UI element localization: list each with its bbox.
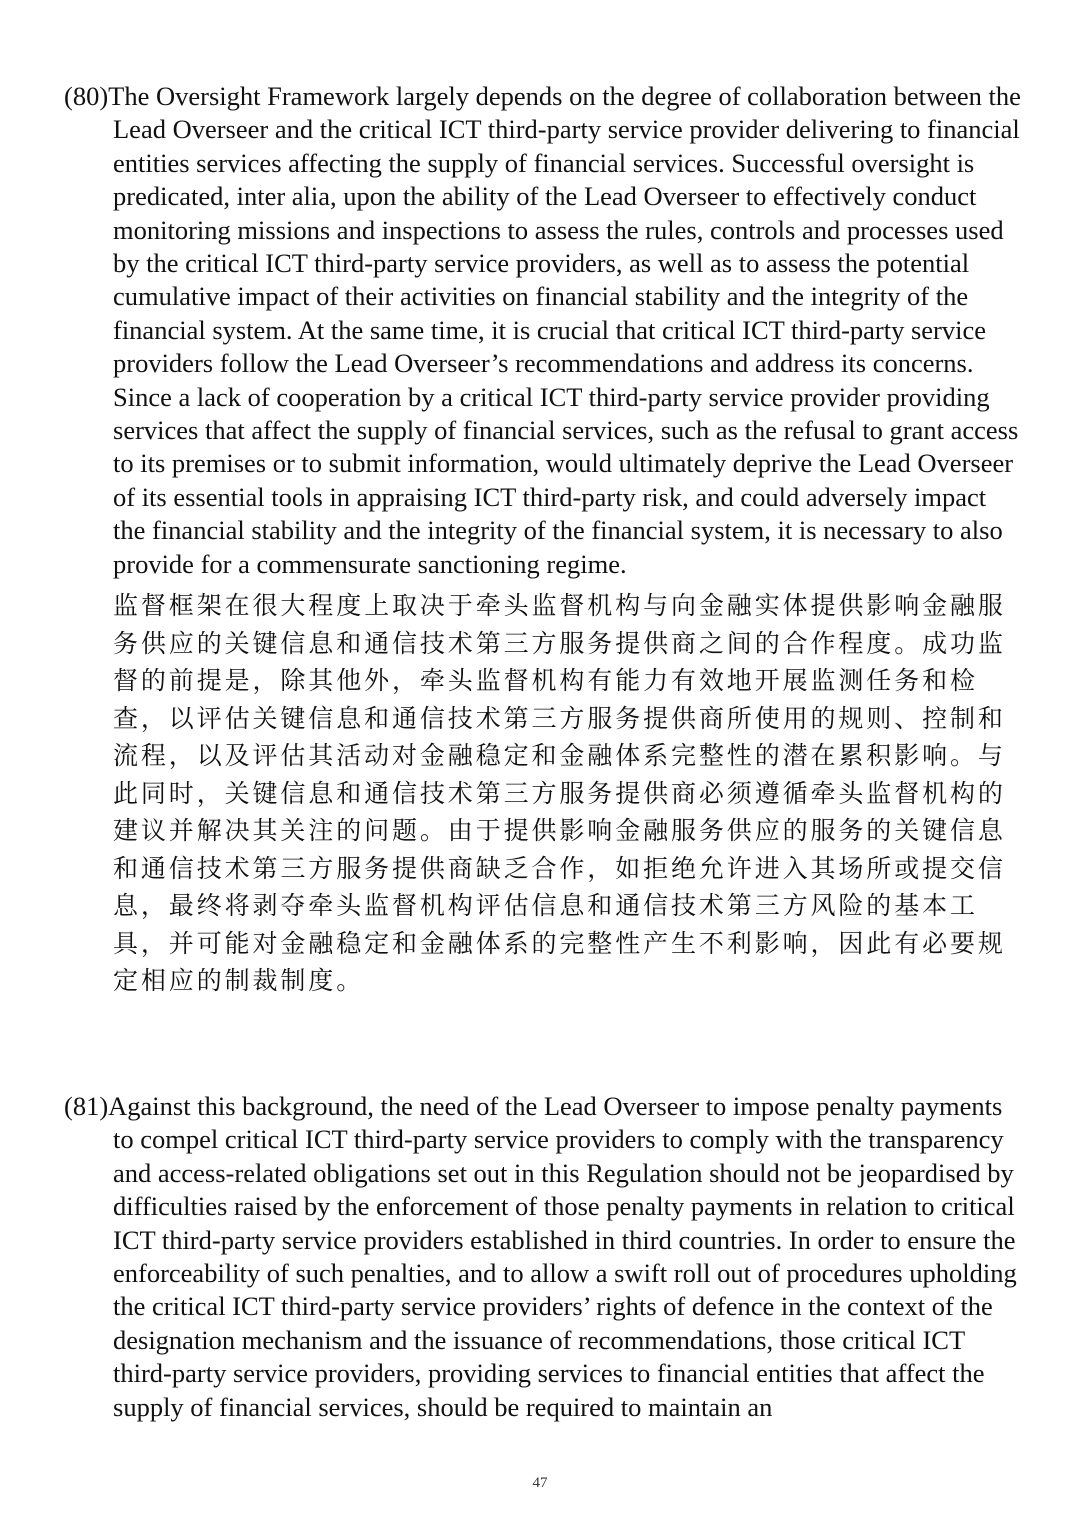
recital-english-text: The Oversight Framework largely depends on the degree of collaboration between the Lead Overseer and the critical ICT third-party service provider delivering to financial entities services affecting the supply of financial services. Successful oversight is predicated, inter alia, upon the ability of the Lead Overseer to effectively conduct monitoring missions and inspections to assess the rules, controls and processes used by the critical ICT third-party service providers, as well as to assess the potential cumulative impact of their activities on financial stability and the integrity of the financial system. At the same time, it is crucial that critical ICT third-party service providers follow the Lead Overseer’s recommendations and address its concerns. Since a lack of cooperation by a critical ICT third-party service provider providing services that affect the supply of financial services, such as the refusal to grant access to its premises or to submit information, would ultimately deprive the Lead Overseer of its essential tools in appraising ICT third-party risk, and could adversely impact the financial stability and the integrity of the financial system, it is necessary to also provide for a commensurate sanctioning regime. xyxy=(108,81,1021,579)
recital-80 xyxy=(64,80,1024,1000)
recital-english xyxy=(64,80,1024,581)
recital-number: (80) xyxy=(64,81,109,111)
recital-81 xyxy=(64,1090,1024,1424)
recital-english xyxy=(64,1090,1024,1424)
recital-chinese-translation: 监督框架在很大程度上取决于牵头监督机构与向金融实体提供影响金融服务供应的关键信息和通信技术第三方服务提供商之间的合作程度。成功监督的前提是，除其他外，牵头监督机构有能力有效地开展监测任务和检查，以评估关键信息和通信技术第三方服务提供商所使用的规则、控制和流程，以及评估其活动对金融稳定和金融体系完整性的潜在累积影响。与此同时，关键信息和通信技术第三方服务提供商必须遵循牵头监督机构的建议并解决其关注的问题。由于提供影响金融服务供应的服务的关键信息和通信技术第三方服务提供商缺乏合作，如拒绝允许进入其场所或提交信息，最终将剥夺牵头监督机构评估信息和通信技术第三方风险的基本工具，并可能对金融稳定和金融体系的完整性产生不利影响，因此有必要规定相应的制裁制度。 xyxy=(113,591,1006,996)
recital-english-text: Against this background, the need of the Lead Overseer to impose penalty payments to compel critical ICT third-party service providers to comply with the transparency and access-related obligations set out in this Regulation should not be jeopardised by difficulties raised by the enforcement of those penalty payments in relation to critical ICT third-party service providers established in third countries. In order to ensure the enforceability of such penalties, and to allow a swift roll out of procedures upholding the critical ICT third-party service providers’ rights of defence in the context of the designation mechanism and the issuance of recommendations, those critical ICT third-party service providers, providing services to financial entities that affect the supply of financial services, should be required to maintain an xyxy=(108,1091,1017,1422)
page-number: 47 xyxy=(532,1475,548,1491)
recital-number: (81) xyxy=(64,1091,109,1121)
